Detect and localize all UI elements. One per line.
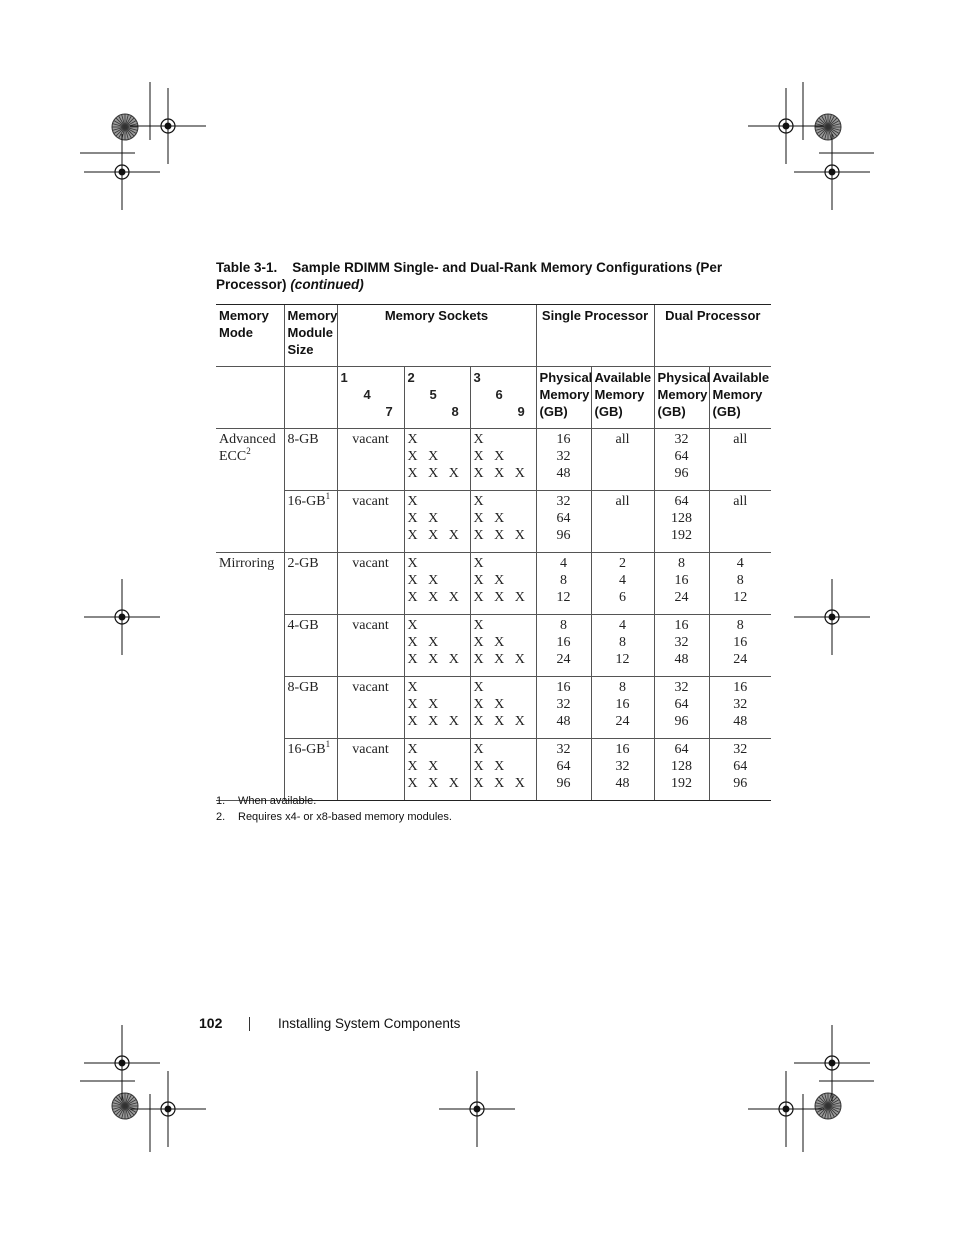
footnote [216, 794, 452, 810]
socket-x-pattern: X X [407, 697, 439, 712]
socket-group-1-cell: vacant [337, 429, 404, 491]
memory-mode-cell [216, 553, 284, 801]
socket-x-pattern: X X X [407, 466, 459, 481]
memory-mode-text: Advanced ECC [219, 432, 276, 464]
memory-value: 4 [619, 618, 627, 633]
dp-physical-cell [654, 739, 709, 801]
memory-value: all [615, 494, 630, 509]
color-star-target-icon [815, 114, 841, 140]
module-size-cell [284, 739, 337, 801]
socket-group-3-cell [470, 739, 536, 801]
socket-x-pattern: X [407, 432, 418, 447]
footnote-ref: 1 [325, 491, 331, 501]
memory-value: 64 [733, 759, 748, 774]
memory-value: 32 [556, 742, 571, 757]
socket-x-pattern: X X X [473, 466, 525, 481]
memory-value: 32 [615, 759, 630, 774]
memory-value: 96 [674, 714, 689, 729]
socket-group-2-cell [404, 491, 470, 553]
memory-value: 8 [678, 556, 686, 571]
footnote-number: 2. [216, 810, 226, 823]
socket-group-2-cell [404, 429, 470, 491]
socket-x-pattern: X X [473, 511, 505, 526]
memory-value: 128 [671, 759, 693, 774]
memory-value: 24 [556, 652, 571, 667]
socket-x-pattern: X X X [473, 714, 525, 729]
socket-x-pattern: X X [473, 759, 505, 774]
memory-value: 8 [560, 618, 568, 633]
color-star-target-icon [112, 114, 138, 140]
footnote [216, 810, 452, 826]
memory-value: 96 [556, 528, 571, 543]
table-row [216, 553, 771, 615]
socket-group-3 [470, 367, 536, 429]
memory-value: all [615, 432, 630, 447]
header-dp-physical: Physical Memory (GB) [654, 367, 709, 429]
sp-physical-cell [536, 553, 591, 615]
footer-section-title: Installing System Components [278, 1016, 461, 1031]
memory-value: 16 [556, 680, 571, 695]
sp-physical-cell [536, 677, 591, 739]
memory-value: 16 [615, 697, 630, 712]
table-row [216, 677, 771, 739]
socket-group-3-cell [470, 615, 536, 677]
memory-value: 8 [560, 573, 568, 588]
memory-value: 32 [733, 697, 748, 712]
socket-x-pattern: X [473, 432, 484, 447]
socket-x-pattern: X X [407, 511, 439, 526]
socket-group-1-cell: vacant [337, 615, 404, 677]
header-memory-mode: Memory Mode [216, 305, 284, 367]
socket-group-1-cell: vacant [337, 739, 404, 801]
memory-value: 192 [671, 776, 693, 791]
socket-group-1-cell: vacant [337, 677, 404, 739]
memory-value: 24 [733, 652, 748, 667]
module-size-text: 4-GB [287, 618, 319, 633]
socket-x-pattern: X [473, 618, 484, 633]
memory-mode-text: Mirroring [219, 556, 275, 571]
memory-value: 64 [674, 697, 689, 712]
socket-x-pattern: X X X [407, 528, 459, 543]
socket-group-2-cell [404, 677, 470, 739]
socket-number: 4 [363, 387, 371, 402]
table-body [216, 429, 771, 801]
socket-group-3-cell [470, 677, 536, 739]
socket-group-2-cell [404, 553, 470, 615]
sp-physical-cell [536, 615, 591, 677]
dp-available-cell [709, 553, 771, 615]
module-size-text: 16-GB [287, 494, 326, 509]
memory-value: 16 [615, 742, 630, 757]
table-row [216, 739, 771, 801]
header-dual-processor: Dual Processor [654, 305, 771, 367]
socket-number: 7 [385, 404, 393, 419]
header-dp-available: Available Memory (GB) [709, 367, 771, 429]
dp-physical-cell [654, 677, 709, 739]
sp-available-cell [591, 615, 654, 677]
sp-physical-cell [536, 429, 591, 491]
socket-x-pattern: X [473, 680, 484, 695]
socket-x-pattern: X X [473, 573, 505, 588]
module-size-text: 2-GB [287, 556, 319, 571]
sp-available-cell [591, 491, 654, 553]
socket-group-1 [337, 367, 404, 429]
header-memory-sockets: Memory Sockets [337, 305, 536, 367]
socket-x-pattern: X X X [407, 714, 459, 729]
socket-x-pattern: X [407, 618, 418, 633]
memory-value: all [733, 494, 748, 509]
socket-number: 1 [340, 370, 348, 385]
dp-physical-cell [654, 615, 709, 677]
socket-x-pattern: X [473, 556, 484, 571]
caption-continued: (continued) [290, 277, 364, 292]
table-row [216, 429, 771, 491]
footnote-text: When available. [238, 795, 317, 807]
header-single-processor: Single Processor [536, 305, 654, 367]
memory-value: 8 [736, 573, 744, 588]
socket-x-pattern: X X X [473, 590, 525, 605]
table-caption [216, 259, 776, 293]
dp-available-cell [709, 677, 771, 739]
memory-value: 96 [733, 776, 748, 791]
memory-value: 12 [615, 652, 630, 667]
module-size-cell [284, 491, 337, 553]
memory-value: 16 [733, 635, 748, 650]
socket-number: 5 [429, 387, 437, 402]
dp-available-cell [709, 429, 771, 491]
socket-x-pattern: X X X [473, 652, 525, 667]
socket-x-pattern: X X [407, 573, 439, 588]
socket-x-pattern: X [473, 742, 484, 757]
memory-value: 32 [674, 680, 689, 695]
memory-value: 32 [674, 635, 689, 650]
module-size-cell [284, 615, 337, 677]
socket-group-3-cell [470, 553, 536, 615]
header-sp-available: Available Memory (GB) [591, 367, 654, 429]
memory-value: 4 [619, 573, 627, 588]
memory-value: 8 [619, 635, 627, 650]
memory-value: 64 [674, 742, 689, 757]
table-row [216, 615, 771, 677]
memory-value: 64 [556, 759, 571, 774]
memory-value: all [733, 432, 748, 447]
memory-value: 48 [615, 776, 630, 791]
socket-x-pattern: X X X [407, 652, 459, 667]
socket-group-2-cell [404, 739, 470, 801]
memory-mode-cell [216, 429, 284, 553]
header-sp-physical: Physical Memory (GB) [536, 367, 591, 429]
caption-title: Sample RDIMM Single- and Dual-Rank Memory Configurations (Per Processor) [216, 260, 723, 292]
socket-x-pattern: X X [407, 635, 439, 650]
memory-value: 16 [674, 618, 689, 633]
socket-x-pattern: X [407, 742, 418, 757]
memory-value: 32 [556, 449, 571, 464]
dp-available-cell [709, 491, 771, 553]
socket-number: 9 [517, 404, 525, 419]
memory-value: 8 [619, 680, 627, 695]
footnote-ref: 1 [325, 739, 331, 749]
caption-label: Table 3-1. [216, 260, 278, 275]
footer-separator [249, 1017, 250, 1031]
module-size-text: 8-GB [287, 680, 319, 695]
memory-value: 24 [674, 590, 689, 605]
memory-value: 32 [556, 494, 571, 509]
footnote-ref: 2 [246, 446, 251, 456]
module-size-cell [284, 553, 337, 615]
dp-physical-cell [654, 429, 709, 491]
header-module-size: Memory Module Size [284, 305, 337, 367]
socket-x-pattern: X [407, 556, 418, 571]
socket-group-2 [404, 367, 470, 429]
socket-x-pattern: X X [473, 449, 505, 464]
memory-value: 64 [556, 511, 571, 526]
module-size-text: 16-GB [287, 742, 326, 757]
sp-available-cell [591, 429, 654, 491]
sp-available-cell [591, 739, 654, 801]
socket-x-pattern: X X X [473, 776, 525, 791]
memory-value: 12 [733, 590, 748, 605]
memory-value: 6 [619, 590, 627, 605]
module-size-cell [284, 677, 337, 739]
socket-group-1-cell: vacant [337, 553, 404, 615]
footnotes [216, 794, 452, 825]
memory-value: 128 [671, 511, 693, 526]
memory-value: 48 [674, 652, 689, 667]
memory-value: 48 [556, 714, 571, 729]
memory-value: 24 [615, 714, 630, 729]
memory-value: 32 [556, 697, 571, 712]
color-star-target-icon [815, 1093, 841, 1119]
memory-value: 2 [619, 556, 627, 571]
module-size-text: 8-GB [287, 432, 319, 447]
module-size-cell [284, 429, 337, 491]
memory-value: 48 [556, 466, 571, 481]
socket-x-pattern: X [473, 494, 484, 509]
footnote-text: Requires x4- or x8-based memory modules. [238, 810, 452, 823]
sp-available-cell [591, 553, 654, 615]
memory-value: 64 [674, 494, 689, 509]
memory-value: 32 [733, 742, 748, 757]
socket-x-pattern: X [407, 680, 418, 695]
table-row [216, 491, 771, 553]
memory-configuration-table [216, 304, 771, 801]
memory-value: 192 [671, 528, 693, 543]
footnote-number: 1. [216, 795, 226, 807]
subheader-empty [216, 367, 284, 429]
socket-x-pattern: X X [473, 697, 505, 712]
socket-group-1-cell: vacant [337, 491, 404, 553]
page-number: 102 [199, 1015, 223, 1031]
socket-number: 3 [473, 370, 481, 385]
socket-x-pattern: X X X [473, 528, 525, 543]
socket-x-pattern: X X [473, 635, 505, 650]
subheader-empty [284, 367, 337, 429]
sp-available-cell [591, 677, 654, 739]
memory-value: 12 [556, 590, 571, 605]
socket-group-3-cell [470, 491, 536, 553]
memory-value: 48 [733, 714, 748, 729]
color-star-target-icon [112, 1093, 138, 1119]
socket-x-pattern: X X [407, 759, 439, 774]
socket-number: 8 [451, 404, 459, 419]
sp-physical-cell [536, 739, 591, 801]
memory-value: 16 [674, 573, 689, 588]
dp-physical-cell [654, 491, 709, 553]
memory-value: 16 [733, 680, 748, 695]
memory-value: 64 [674, 449, 689, 464]
sp-physical-cell [536, 491, 591, 553]
socket-x-pattern: X X X [407, 590, 459, 605]
memory-value: 8 [736, 618, 744, 633]
dp-physical-cell [654, 553, 709, 615]
socket-x-pattern: X X X [407, 776, 459, 791]
memory-value: 96 [556, 776, 571, 791]
memory-value: 96 [674, 466, 689, 481]
socket-number: 6 [495, 387, 503, 402]
memory-value: 4 [560, 556, 568, 571]
dp-available-cell [709, 615, 771, 677]
memory-value: 4 [736, 556, 744, 571]
memory-value: 16 [556, 432, 571, 447]
socket-group-2-cell [404, 615, 470, 677]
memory-value: 32 [674, 432, 689, 447]
socket-x-pattern: X [407, 494, 418, 509]
socket-number: 2 [407, 370, 415, 385]
socket-x-pattern: X X [407, 449, 439, 464]
dp-available-cell [709, 739, 771, 801]
memory-value: 16 [556, 635, 571, 650]
socket-group-3-cell [470, 429, 536, 491]
